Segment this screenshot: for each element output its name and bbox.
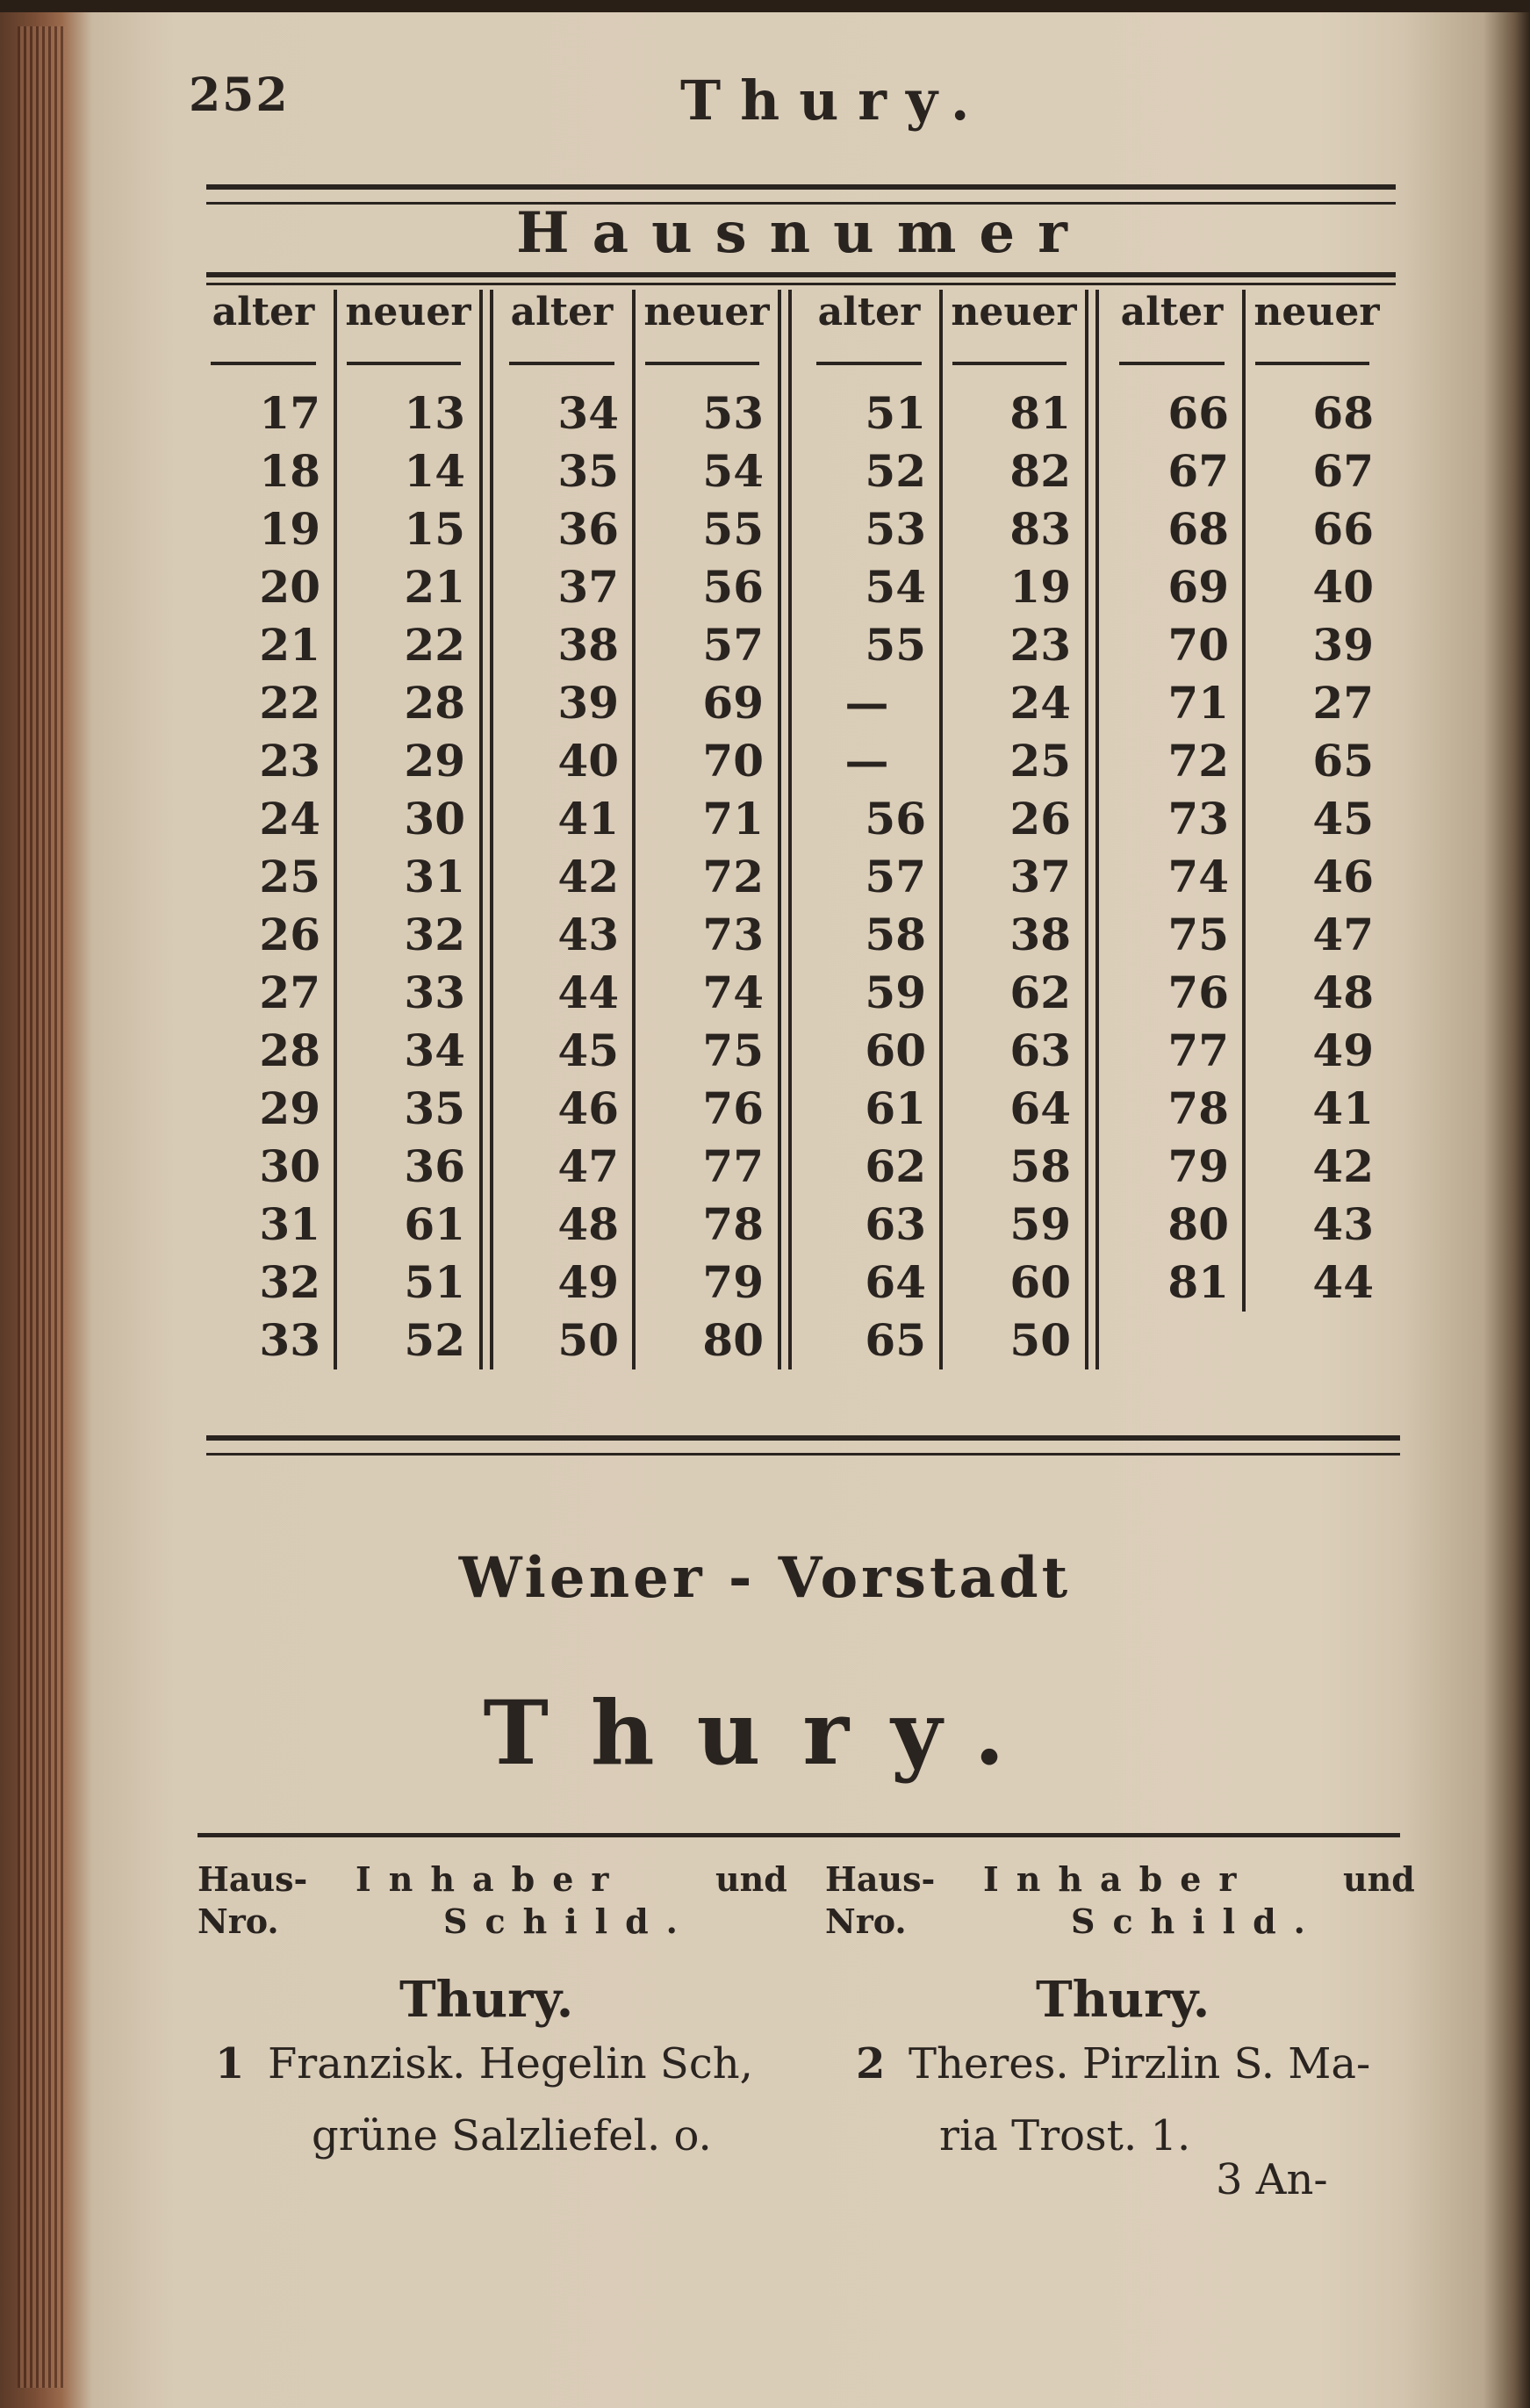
cell-neuer: 41 bbox=[1312, 1082, 1374, 1134]
cell-neuer: 83 bbox=[1009, 503, 1071, 555]
entry-right bbox=[856, 2035, 1404, 2175]
cell-alter: 38 bbox=[557, 619, 619, 671]
cell-neuer: 44 bbox=[1312, 1256, 1374, 1308]
cell-neuer: 56 bbox=[702, 561, 764, 613]
table-group-4 bbox=[1110, 290, 1400, 1378]
column-divider bbox=[632, 290, 636, 1369]
cell-neuer: 43 bbox=[1312, 1198, 1374, 1250]
cell-alter: 72 bbox=[1167, 735, 1229, 787]
col-head-underline bbox=[347, 362, 461, 365]
page-header bbox=[189, 68, 1396, 139]
col-head-underline bbox=[645, 362, 759, 365]
cell-neuer: 47 bbox=[1312, 909, 1374, 960]
cell-neuer: 15 bbox=[404, 503, 465, 555]
cell-alter: 43 bbox=[557, 909, 619, 960]
table-group-1 bbox=[202, 290, 492, 1378]
cell-neuer: 21 bbox=[404, 561, 465, 613]
cell-neuer: 64 bbox=[1009, 1082, 1071, 1134]
cell-alter: 73 bbox=[1167, 793, 1229, 845]
cell-alter: 30 bbox=[259, 1140, 320, 1192]
cell-alter: 44 bbox=[557, 967, 619, 1018]
cell-neuer: 75 bbox=[702, 1024, 764, 1076]
cell-neuer: 24 bbox=[1009, 677, 1071, 729]
list-top-rule bbox=[198, 1833, 1400, 1837]
cell-neuer: 53 bbox=[702, 387, 764, 439]
cell-neuer: 29 bbox=[404, 735, 465, 787]
cell-neuer: 61 bbox=[404, 1198, 465, 1250]
cell-alter: 36 bbox=[557, 503, 619, 555]
cell-alter: 32 bbox=[259, 1256, 320, 1308]
inhaber-label: Inhaber bbox=[983, 1859, 1254, 1899]
cell-neuer: 80 bbox=[702, 1314, 764, 1366]
cell-alter: 79 bbox=[1167, 1140, 1229, 1192]
cell-neuer: 58 bbox=[1009, 1140, 1071, 1192]
cell-alter: 62 bbox=[865, 1140, 926, 1192]
cell-alter: — bbox=[844, 735, 889, 787]
cell-alter: 55 bbox=[865, 619, 926, 671]
cell-neuer: 78 bbox=[702, 1198, 764, 1250]
nro-label: Nro. bbox=[825, 1901, 907, 1941]
schild-label: Schild. bbox=[443, 1901, 695, 1941]
cell-neuer: 31 bbox=[404, 851, 465, 902]
cell-alter: 67 bbox=[1167, 445, 1229, 497]
cell-neuer: 28 bbox=[404, 677, 465, 729]
entry-number: 1 bbox=[215, 2039, 245, 2088]
cell-alter: 75 bbox=[1167, 909, 1229, 960]
page-top-edge bbox=[0, 0, 1530, 12]
group-divider bbox=[479, 290, 493, 1369]
cell-alter: 29 bbox=[259, 1082, 320, 1134]
cell-neuer: 37 bbox=[1009, 851, 1071, 902]
cell-neuer: 79 bbox=[702, 1256, 764, 1308]
cell-neuer: 36 bbox=[404, 1140, 465, 1192]
column-divider bbox=[1242, 290, 1246, 1312]
cell-alter: 74 bbox=[1167, 851, 1229, 902]
cell-neuer: 71 bbox=[702, 793, 764, 845]
cell-alter: 78 bbox=[1167, 1082, 1229, 1134]
cell-neuer: 81 bbox=[1009, 387, 1071, 439]
cell-neuer: 39 bbox=[1312, 619, 1374, 671]
page-number: 252 bbox=[189, 68, 290, 122]
cell-neuer: 14 bbox=[404, 445, 465, 497]
cell-neuer: 26 bbox=[1009, 793, 1071, 845]
cell-neuer: 67 bbox=[1312, 445, 1374, 497]
cell-alter: 56 bbox=[865, 793, 926, 845]
column-divider bbox=[939, 290, 943, 1369]
col-head-alter: alter bbox=[510, 290, 614, 334]
cell-neuer: 46 bbox=[1312, 851, 1374, 902]
cell-alter: 63 bbox=[865, 1198, 926, 1250]
und-label: und bbox=[1343, 1859, 1415, 1899]
cell-alter: 69 bbox=[1167, 561, 1229, 613]
col-head-neuer: neuer bbox=[345, 290, 471, 334]
cell-neuer: 48 bbox=[1312, 967, 1374, 1018]
nro-label: Nro. bbox=[198, 1901, 279, 1941]
col-head-alter: alter bbox=[817, 290, 921, 334]
cell-alter: 45 bbox=[557, 1024, 619, 1076]
haus-label: Haus- bbox=[825, 1859, 936, 1899]
inhaber-label: Inhaber bbox=[356, 1859, 627, 1899]
heading-rule bbox=[206, 272, 1396, 285]
entry-number: 2 bbox=[856, 2039, 886, 2088]
col-head-underline bbox=[211, 362, 316, 365]
cell-alter: 21 bbox=[259, 619, 320, 671]
cell-neuer: 38 bbox=[1009, 909, 1071, 960]
cell-alter: 58 bbox=[865, 909, 926, 960]
cell-alter: 18 bbox=[259, 445, 320, 497]
cell-neuer: 35 bbox=[404, 1082, 465, 1134]
cell-neuer: 66 bbox=[1312, 503, 1374, 555]
entry-line-1: Theres. Pirzlin S. Ma- bbox=[909, 2039, 1371, 2088]
cell-alter: 47 bbox=[557, 1140, 619, 1192]
cell-alter: 54 bbox=[865, 561, 926, 613]
cell-alter: 23 bbox=[259, 735, 320, 787]
cell-alter: 50 bbox=[557, 1314, 619, 1366]
cell-neuer: 55 bbox=[702, 503, 764, 555]
haus-label: Haus- bbox=[198, 1859, 308, 1899]
cell-alter: 26 bbox=[259, 909, 320, 960]
col-head-neuer: neuer bbox=[643, 290, 770, 334]
table-group-3 bbox=[808, 290, 1097, 1378]
cell-neuer: 82 bbox=[1009, 445, 1071, 497]
cell-neuer: 22 bbox=[404, 619, 465, 671]
cell-neuer: 19 bbox=[1009, 561, 1071, 613]
col-head-neuer: neuer bbox=[1253, 290, 1380, 334]
list-header-right bbox=[825, 1859, 1415, 1947]
cell-alter: 31 bbox=[259, 1198, 320, 1250]
cell-alter: 33 bbox=[259, 1314, 320, 1366]
cell-neuer: 60 bbox=[1009, 1256, 1071, 1308]
cell-alter: 39 bbox=[557, 677, 619, 729]
cell-alter: 20 bbox=[259, 561, 320, 613]
column-divider bbox=[334, 290, 337, 1369]
cell-neuer: 65 bbox=[1312, 735, 1374, 787]
entry-line-1: Franzisk. Hegelin Sch, bbox=[268, 2039, 753, 2088]
cell-neuer: 59 bbox=[1009, 1198, 1071, 1250]
cell-alter: 34 bbox=[557, 387, 619, 439]
cell-neuer: 72 bbox=[702, 851, 764, 902]
cell-alter: 19 bbox=[259, 503, 320, 555]
cell-neuer: 25 bbox=[1009, 735, 1071, 787]
cell-alter: — bbox=[844, 677, 889, 729]
book-spine bbox=[18, 26, 66, 2388]
cell-neuer: 27 bbox=[1312, 677, 1374, 729]
cell-alter: 37 bbox=[557, 561, 619, 613]
cell-alter: 41 bbox=[557, 793, 619, 845]
cell-alter: 64 bbox=[865, 1256, 926, 1308]
cell-alter: 57 bbox=[865, 851, 926, 902]
hausnumer-table bbox=[202, 290, 1404, 1378]
cell-neuer: 54 bbox=[702, 445, 764, 497]
cell-neuer: 33 bbox=[404, 967, 465, 1018]
cell-neuer: 70 bbox=[702, 735, 764, 787]
col-head-alter: alter bbox=[1120, 290, 1224, 334]
cell-alter: 81 bbox=[1167, 1256, 1229, 1308]
cell-neuer: 77 bbox=[702, 1140, 764, 1192]
col-head-underline bbox=[952, 362, 1067, 365]
cell-neuer: 49 bbox=[1312, 1024, 1374, 1076]
cell-neuer: 23 bbox=[1009, 619, 1071, 671]
entry-place-right: Thury. bbox=[1036, 1971, 1210, 2029]
cell-neuer: 62 bbox=[1009, 967, 1071, 1018]
catchword: 3 An- bbox=[1216, 2155, 1328, 2204]
cell-neuer: 68 bbox=[1312, 387, 1374, 439]
cell-neuer: 50 bbox=[1009, 1314, 1071, 1366]
cell-neuer: 73 bbox=[702, 909, 764, 960]
cell-alter: 68 bbox=[1167, 503, 1229, 555]
schild-label: Schild. bbox=[1071, 1901, 1323, 1941]
cell-neuer: 63 bbox=[1009, 1024, 1071, 1076]
cell-alter: 80 bbox=[1167, 1198, 1229, 1250]
cell-neuer: 57 bbox=[702, 619, 764, 671]
cell-neuer: 40 bbox=[1312, 561, 1374, 613]
cell-neuer: 74 bbox=[702, 967, 764, 1018]
cell-neuer: 13 bbox=[404, 387, 465, 439]
group-divider bbox=[778, 290, 792, 1369]
cell-neuer: 76 bbox=[702, 1082, 764, 1134]
col-head-underline bbox=[509, 362, 614, 365]
cell-alter: 61 bbox=[865, 1082, 926, 1134]
cell-neuer: 42 bbox=[1312, 1140, 1374, 1192]
col-head-alter: alter bbox=[212, 290, 315, 334]
cell-neuer: 45 bbox=[1312, 793, 1374, 845]
col-head-underline bbox=[816, 362, 922, 365]
entry-place-left: Thury. bbox=[399, 1971, 574, 2029]
cell-alter: 77 bbox=[1167, 1024, 1229, 1076]
cell-neuer: 30 bbox=[404, 793, 465, 845]
und-label: und bbox=[715, 1859, 787, 1899]
col-head-neuer: neuer bbox=[951, 290, 1077, 334]
cell-alter: 42 bbox=[557, 851, 619, 902]
cell-alter: 76 bbox=[1167, 967, 1229, 1018]
cell-alter: 25 bbox=[259, 851, 320, 902]
cell-alter: 51 bbox=[865, 387, 926, 439]
cell-neuer: 69 bbox=[702, 677, 764, 729]
cell-alter: 59 bbox=[865, 967, 926, 1018]
cell-neuer: 34 bbox=[404, 1024, 465, 1076]
cell-alter: 71 bbox=[1167, 677, 1229, 729]
place-title: Thury. bbox=[483, 1681, 1047, 1785]
table-group-2 bbox=[500, 290, 790, 1378]
group-divider bbox=[1085, 290, 1099, 1369]
entry-line-2: ria Trost. 1. bbox=[939, 2111, 1191, 2160]
table-bottom-rule bbox=[206, 1435, 1400, 1456]
cell-alter: 48 bbox=[557, 1198, 619, 1250]
cell-alter: 65 bbox=[865, 1314, 926, 1366]
cell-alter: 66 bbox=[1167, 387, 1229, 439]
cell-alter: 22 bbox=[259, 677, 320, 729]
cell-alter: 52 bbox=[865, 445, 926, 497]
col-head-underline bbox=[1255, 362, 1369, 365]
entry-left bbox=[215, 2035, 786, 2175]
cell-neuer: 52 bbox=[404, 1314, 465, 1366]
cell-alter: 40 bbox=[557, 735, 619, 787]
col-head-underline bbox=[1119, 362, 1225, 365]
list-header-left bbox=[198, 1859, 787, 1947]
table-heading: Hausnumer bbox=[516, 200, 1090, 266]
cell-alter: 35 bbox=[557, 445, 619, 497]
cell-neuer: 51 bbox=[404, 1256, 465, 1308]
cell-neuer: 32 bbox=[404, 909, 465, 960]
cell-alter: 70 bbox=[1167, 619, 1229, 671]
cell-alter: 49 bbox=[557, 1256, 619, 1308]
running-title: Thury. bbox=[680, 68, 989, 133]
district-title: Wiener - Vorstadt bbox=[458, 1545, 1072, 1611]
cell-alter: 53 bbox=[865, 503, 926, 555]
cell-alter: 60 bbox=[865, 1024, 926, 1076]
entry-line-2: grüne Salzliefel. o. bbox=[312, 2111, 712, 2160]
cell-alter: 27 bbox=[259, 967, 320, 1018]
cell-alter: 24 bbox=[259, 793, 320, 845]
cell-alter: 46 bbox=[557, 1082, 619, 1134]
cell-alter: 28 bbox=[259, 1024, 320, 1076]
cell-alter: 17 bbox=[259, 387, 320, 439]
